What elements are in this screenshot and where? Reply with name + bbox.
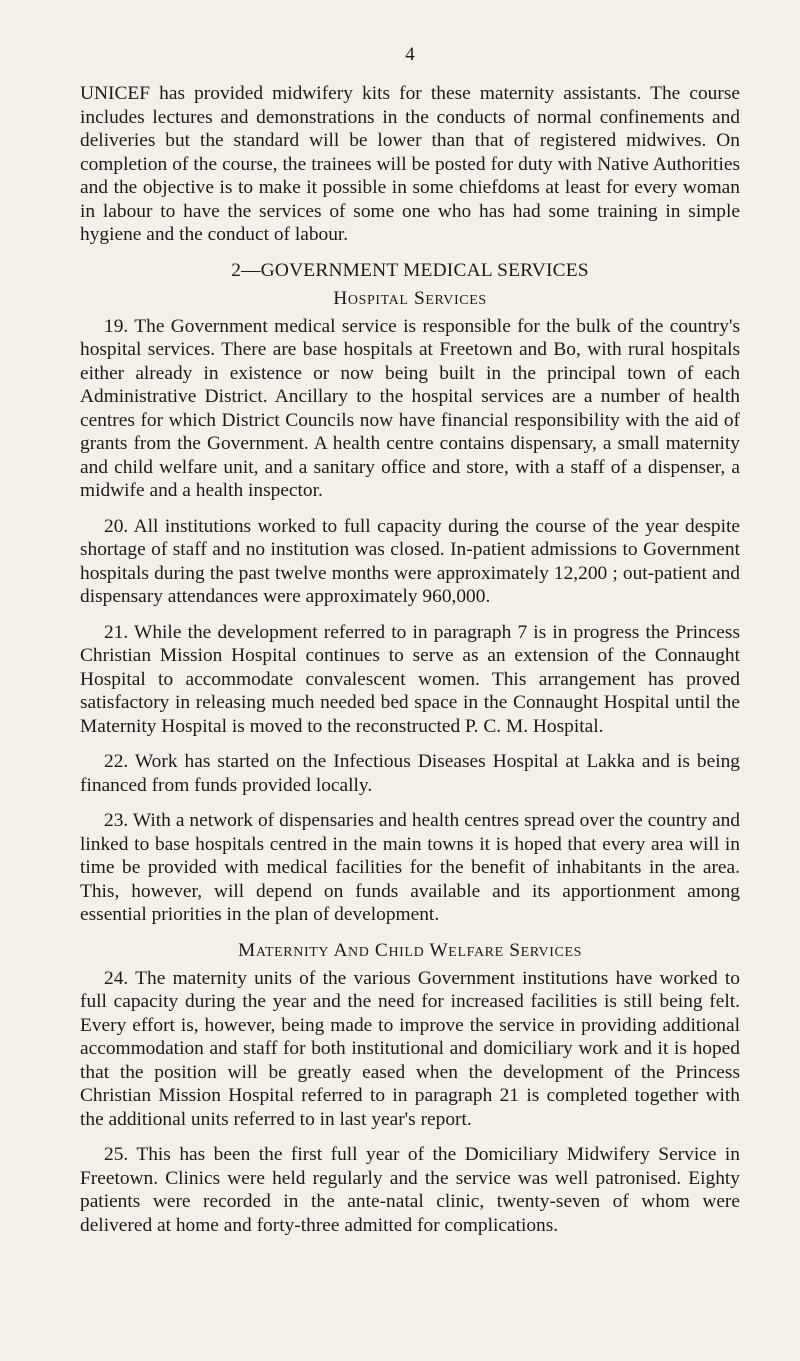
- section-heading: 2—GOVERNMENT MEDICAL SERVICES: [231, 259, 589, 281]
- paragraph-24: 24. The maternity units of the various Government institutions have worked to full capacity during the year and the need for increased facilities is still being felt. Every effort is, however, being made to improve the service in providing additional accommodation and staff for both institutional and domiciliary work and it is hoped that the position will be greatly eased when the development of the Princess Christian Mission Hospital referred to in paragraph 21 is completed together with the additional units referred to in last year's report.: [80, 967, 740, 1130]
- paragraph-19: 19. The Government medical service is responsible for the bulk of the country's hospital services. There are base hospitals at Freetown and Bo, with rural hospitals either already in existence or now being built in the principal town of each Administrative District. Ancillary to the hospital services are a number of health centres for which District Councils now have financial responsibility with the aid of grants from the Government. A health centre contains dispensary, a small maternity and child welfare unit, and a sanitary office and store, with a staff of a dispenser, a midwife and a health inspector.: [80, 315, 740, 501]
- intro-paragraph: UNICEF has provided midwifery kits for these maternity assistants. The course includes lectures and demonstrations in the conducts of normal confinements and deliveries but the standard will be lower than that of registered midwives. On completion of the course, the trainees will be posted for duty with Native Authorities and the objective is to make it possible in some chiefdoms at least for every woman in labour to have the services of some one who has had some training in simple hygiene and the conduct of labour.: [80, 83, 740, 245]
- paragraph-22: 22. Work has started on the Infectious Diseases Hospital at Lakka and is being financed from funds provided locally.: [80, 751, 740, 796]
- hospital-services-heading: Hospital Services: [333, 287, 487, 309]
- maternity-services-heading: Maternity And Child Welfare Services: [238, 939, 582, 961]
- document-page: [80, 44, 740, 1249]
- paragraph-20: 20. All institutions worked to full capacity during the course of the year despite shortage of staff and no institution was closed. In-patient admissions to Government hospitals during the past twelve months were approximately 12,200 ; out-patient and dispensary attendances were approximately 960,000.: [80, 515, 740, 607]
- paragraph-21: 21. While the development referred to in paragraph 7 is in progress the Princess Christian Mission Hospital continues to serve as an extension of the Connaught Hospital to accommodate convalescent women. This arrangement has proved satisfactory in releasing much needed bed space in the Connaught Hospital until the Maternity Hospital is moved to the reconstructed P. C. M. Hospital.: [80, 621, 740, 737]
- paragraph-25: 25. This has been the first full year of the Domiciliary Midwifery Service in Freetown. Clinics were held regularly and the service was well patronised. Eighty patients were recorded in the ante-natal clinic, twenty-seven of whom were delivered at home and forty-three admitted for complications.: [80, 1144, 740, 1236]
- paragraph-23: 23. With a network of dispensaries and health centres spread over the country and linked to base hospitals centred in the main towns it is hoped that every area will in time be provided with medical facilities for the benefit of inhabitants in the area. This, however, will depend on funds available and its apportionment among essential priorities in the plan of development.: [80, 810, 740, 925]
- page-number: 4: [405, 44, 415, 65]
